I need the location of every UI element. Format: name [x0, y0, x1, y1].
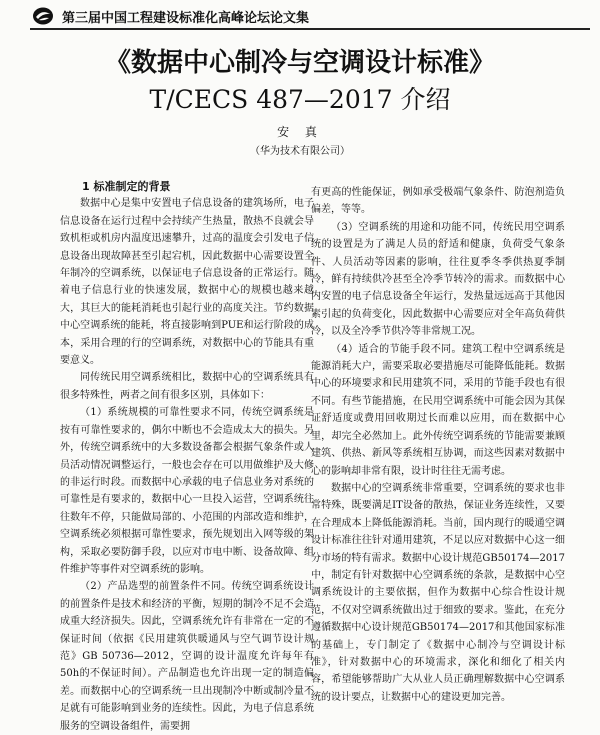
paragraph: 有更高的性能保证，例如承受极端气象条件、防泡剂造负偏差，等等。	[311, 187, 565, 216]
left-column	[60, 178, 314, 732]
paragraph: 数据中心是集中安置电子信息设备的建筑场所，电子信息设备在运行过程中会持续产生热量，散热不良就会导致机柜或机房内温度迅速攀升，过高的温度会引发电子信息设备出现故障甚至引起宕机，因此数据中心需要设置全年制冷的空调系统，以保证电子信息设备的正常运行。随着电子信息行业的快速发展，数据中心的规模也越来越大，其巨大的能耗消耗也引起行业的高度关注。节约数据中心空调系统的能耗，将直接影响到PUE和运行阶段的成本，采用合理的行的空调系统，对数据中心的节能具有重要意义。	[60, 198, 314, 367]
paragraph: （2）产品选型的前置条件不同。传统空调系统设计的前置条件是技术和经济的平衡，短期的制冷不足不会造成重大经济损失。因此，空调系统允许有非常在一定的不保证时间（依据《民用建筑供暖通风与空气调节设计规范》GB 50736—2012，空调的设计温度允许每年有50h的不保证时间）。产品制造也允许出现一定的制造偏差。而数据中心的空调系统一旦出现制冷中断或制冷量不足就有可能影响到业务的连续性。因此，为电子信息系统服务的空调设备组件，需要拥	[60, 581, 314, 732]
right-column	[311, 184, 565, 709]
paragraph: （1）系统规模的可靠性要求不同，传统空调系统是按有可靠性要求的，偶尔中断也不会造成太大的损失。另外，传统空调系统中的大多数设备都会根据气象条件或人员活动情况调整运行，一般也会存在可以用做维护及大修的非运行时段。而数据中心承载的电子信息业务对系统的可靠性是有要求的，数据中心一旦投入运营，空调系统往往数年不停，只能做局部的、小范围的内部改造和维护，空调系统必须根据可靠性要求，预先规划出入网等级的架构，采取必要防御手段，以应对市电中断、设备故障、组件维护等事件对空调系统的影响。	[60, 407, 314, 575]
paragraph: 同传统民用空调系统相比，数据中心的空调系统具有很多特殊性，两者之间有很多区别，具体如下：	[60, 372, 314, 401]
section-heading: 1 标准制定的背景	[82, 180, 171, 193]
paragraph: （3）空调系统的用途和功能不同，传统民用空调系统的设置是为了满足人员的舒适和健康，负荷受气象条件、人员活动等因素的影响，往往夏季冬季供热夏季制冷，鲜有持续供冷甚至全冷季节转冷的需求。而数据中心内安置的电子信息设备全年运行，发热量远远高于其他因素引起的负荷变化，因此数据中心需要应对全年高负荷供冷，以及全冷季节供冷等非常规工况。	[311, 221, 565, 338]
author: 安 真	[277, 125, 323, 139]
publisher-logo	[32, 6, 54, 26]
running-header	[30, 4, 590, 28]
article-title: 《数据中心制冷与空调设计标准》	[104, 48, 495, 78]
article-subtitle: T/CECS 487—2017 介绍	[149, 85, 451, 114]
affiliation: （华为技术有限公司）	[250, 146, 350, 157]
paragraph: （4）适合的节能手段不同。建筑工程中空调系统是能源消耗大户，需要采取必要措施尽可能降低能耗。数据中心的环境要求和民用建筑不同，采用的节能手段也有很不同。有些节能措施，在民用空调系统中可能会因为其保证舒适度或费用回收期过长而难以应用，而在数据中心里，却完全必然加上。此外传统空调系统的节能需要兼顾建筑、供热、新风等系统相互协调，而这些因素对数据中心的影响却非常有限，设计时往往无需考虑。	[311, 343, 565, 477]
paragraph: 数据中心的空调系统非常重要，空调系统的要求也非常特殊，既要满足IT设备的散热，保证业务连续性，又要在合理成本上降低能源消耗。当前，国内现行的暖通空调设计标准往往针对通用建筑，不足以应对数据中心这一细分市场的特有需求。数据中心设计规范GB50174—2017中，制定有针对数据中心空调系统的条款，是数据中心空调系统设计的主要依据，但作为数据中心综合性设计规范，不仅对空调系统做出过于细致的要求。鉴此，在充分遵循数据中心设计规范GB50174—2017和其他国家标准的基础上，专门制定了《数据中心制冷与空调设计标准》，针对数据中心的环境需求，深化和细化了相关内容，希望能够帮助广大从业人员正确理解数据中心空调系统的设计要点，让数据中心的建设更加完善。	[311, 482, 565, 703]
header-rule	[30, 28, 590, 30]
header-title: 第三届中国工程建设标准化高峰论坛论文集	[62, 11, 310, 26]
